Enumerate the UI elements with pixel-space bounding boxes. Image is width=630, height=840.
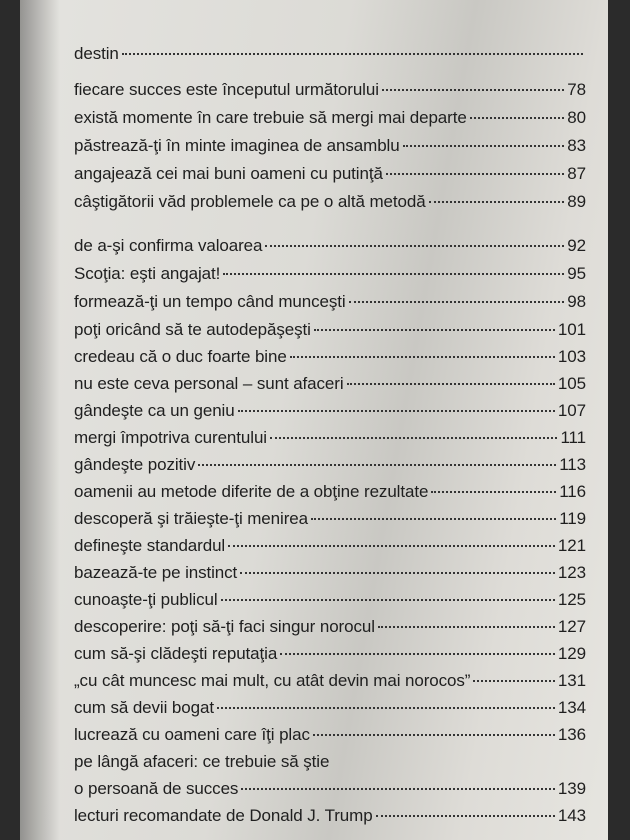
toc-entry — [74, 698, 586, 718]
dot-leader — [228, 545, 555, 547]
dot-leader — [270, 437, 557, 439]
toc-entry-page: 131 — [557, 671, 586, 690]
toc-entry — [74, 264, 586, 284]
toc-entry-page: 78 — [567, 80, 586, 99]
toc-entry-page: 95 — [567, 264, 586, 283]
dot-leader — [470, 117, 565, 119]
toc-entry — [74, 509, 586, 529]
toc-entry-title: fiecare succes este începutul următorului — [74, 80, 379, 99]
toc-entry-title: credeau că o duc foarte bine — [74, 347, 287, 366]
toc-entry-title: bazează-te pe instinct — [74, 563, 238, 582]
toc-entry — [74, 401, 586, 421]
toc-entry-page: 80 — [567, 108, 586, 127]
toc-entry-page: 113 — [559, 455, 586, 474]
dot-leader — [429, 201, 565, 203]
dot-leader — [349, 301, 565, 303]
toc-entry-title: gândeşte ca un geniu — [74, 401, 235, 420]
toc-entry-page: 119 — [559, 509, 586, 528]
dot-leader — [238, 410, 555, 412]
toc-entry-page: 121 — [557, 536, 586, 555]
toc-entry-page: 125 — [557, 590, 586, 609]
toc-entry-title: lucrează cu oameni care îţi plac — [74, 725, 310, 744]
dot-leader — [403, 145, 565, 147]
toc-entry-title: gândeşte pozitiv — [74, 455, 196, 474]
toc-entry-title: există momente în care trebuie să mergi mai departe — [74, 108, 467, 127]
toc-entry-title: câştigătorii văd problemele ca pe o altă metodă — [74, 192, 426, 211]
dot-leader — [382, 89, 564, 91]
toc-entry-page: 123 — [557, 563, 586, 582]
toc-entry-page: 129 — [557, 644, 586, 663]
toc-entry-page: 103 — [557, 347, 586, 366]
dot-leader — [347, 383, 555, 385]
dot-leader — [431, 491, 556, 493]
toc-entry — [74, 806, 586, 826]
toc-entry-page: 107 — [557, 401, 586, 420]
toc-entry-page: 105 — [557, 374, 586, 393]
toc-entry-page: 87 — [567, 164, 586, 183]
toc-entry-title: păstrează-ţi în minte imaginea de ansamblu — [74, 136, 400, 155]
toc-entry — [74, 428, 586, 448]
dot-leader — [122, 53, 583, 55]
toc-entry-page: 143 — [557, 806, 586, 825]
dot-leader — [241, 788, 555, 790]
toc-entry-page: 89 — [567, 192, 586, 211]
toc-entry-page: 92 — [567, 236, 586, 255]
toc-entry-title: mergi împotriva curentului — [74, 428, 267, 447]
toc-entry-title: formează-ţi un tempo când munceşti — [74, 292, 346, 311]
toc-entry-title: nu este ceva personal – sunt afaceri — [74, 374, 344, 393]
toc-entry-title: cunoaşte-ţi publicul — [74, 590, 218, 609]
toc-entry-title: descoperire: poţi să-ţi faci singur norocul — [74, 617, 375, 636]
toc-entry — [74, 192, 586, 212]
dot-leader — [313, 734, 555, 736]
dot-leader — [378, 626, 555, 628]
dot-leader — [473, 680, 555, 682]
dot-leader — [217, 707, 555, 709]
toc-entry-title: o persoană de succes — [74, 779, 239, 798]
dot-leader — [240, 572, 555, 574]
dot-leader — [290, 356, 555, 358]
toc-entry — [74, 80, 586, 100]
toc-entry — [74, 455, 586, 475]
toc-entry-page: 111 — [560, 428, 586, 447]
toc-entry — [74, 482, 586, 502]
toc-entry-title: pe lângă afaceri: ce trebuie să ştie — [74, 752, 330, 771]
toc-entry — [74, 320, 586, 340]
dot-leader — [376, 815, 555, 817]
toc-entry — [74, 164, 586, 184]
toc-entry-title: cum să devii bogat — [74, 698, 214, 717]
dot-leader — [311, 518, 556, 520]
dot-leader — [198, 464, 556, 466]
toc-entry — [74, 44, 586, 64]
toc-entry — [74, 725, 586, 745]
toc-entry-title: de a-şi confirma valoarea — [74, 236, 263, 255]
table-of-contents — [20, 0, 608, 840]
toc-entry — [74, 136, 586, 156]
dot-leader — [280, 653, 555, 655]
toc-entry-title: poţi oricând să te autodepăşeşti — [74, 320, 311, 339]
toc-entry — [74, 671, 586, 691]
dot-leader — [221, 599, 555, 601]
toc-entry — [74, 374, 586, 394]
dot-leader — [265, 245, 564, 247]
toc-entry-page: 98 — [567, 292, 586, 311]
toc-entry-title: descoperă şi trăieşte-ţi menirea — [74, 509, 308, 528]
dot-leader — [386, 173, 564, 175]
toc-entry-page: 101 — [557, 320, 586, 339]
toc-entry — [74, 779, 586, 799]
dot-leader — [314, 329, 555, 331]
toc-entry-title: lecturi recomandate de Donald J. Trump — [74, 806, 373, 825]
toc-entry — [74, 292, 586, 312]
toc-entry-title: destin — [74, 44, 119, 63]
toc-entry-title: „cu cât muncesc mai mult, cu atât devin mai norocos” — [74, 671, 471, 690]
toc-entry — [74, 536, 586, 556]
toc-entry-title: Scoţia: eşti angajat! — [74, 264, 221, 283]
toc-entry — [74, 752, 586, 772]
toc-entry — [74, 590, 586, 610]
toc-entry — [74, 347, 586, 367]
toc-entry-page: 136 — [557, 725, 586, 744]
dot-leader — [223, 273, 564, 275]
toc-entry-page: 139 — [557, 779, 586, 798]
toc-entry — [74, 108, 586, 128]
book-page — [20, 0, 608, 840]
toc-entry-title: angajează cei mai buni oameni cu putinţă — [74, 164, 383, 183]
toc-entry — [74, 236, 586, 256]
toc-entry-title: oamenii au metode diferite de a obţine rezultate — [74, 482, 429, 501]
toc-entry-page: 83 — [567, 136, 586, 155]
toc-entry — [74, 617, 586, 637]
toc-entry-title: defineşte standardul — [74, 536, 226, 555]
toc-entry-page: 116 — [559, 482, 586, 501]
toc-entry-page: 127 — [557, 617, 586, 636]
toc-entry — [74, 644, 586, 664]
toc-entry-page: 134 — [557, 698, 586, 717]
toc-entry-title: cum să-şi clădeşti reputaţia — [74, 644, 278, 663]
toc-entry — [74, 563, 586, 583]
